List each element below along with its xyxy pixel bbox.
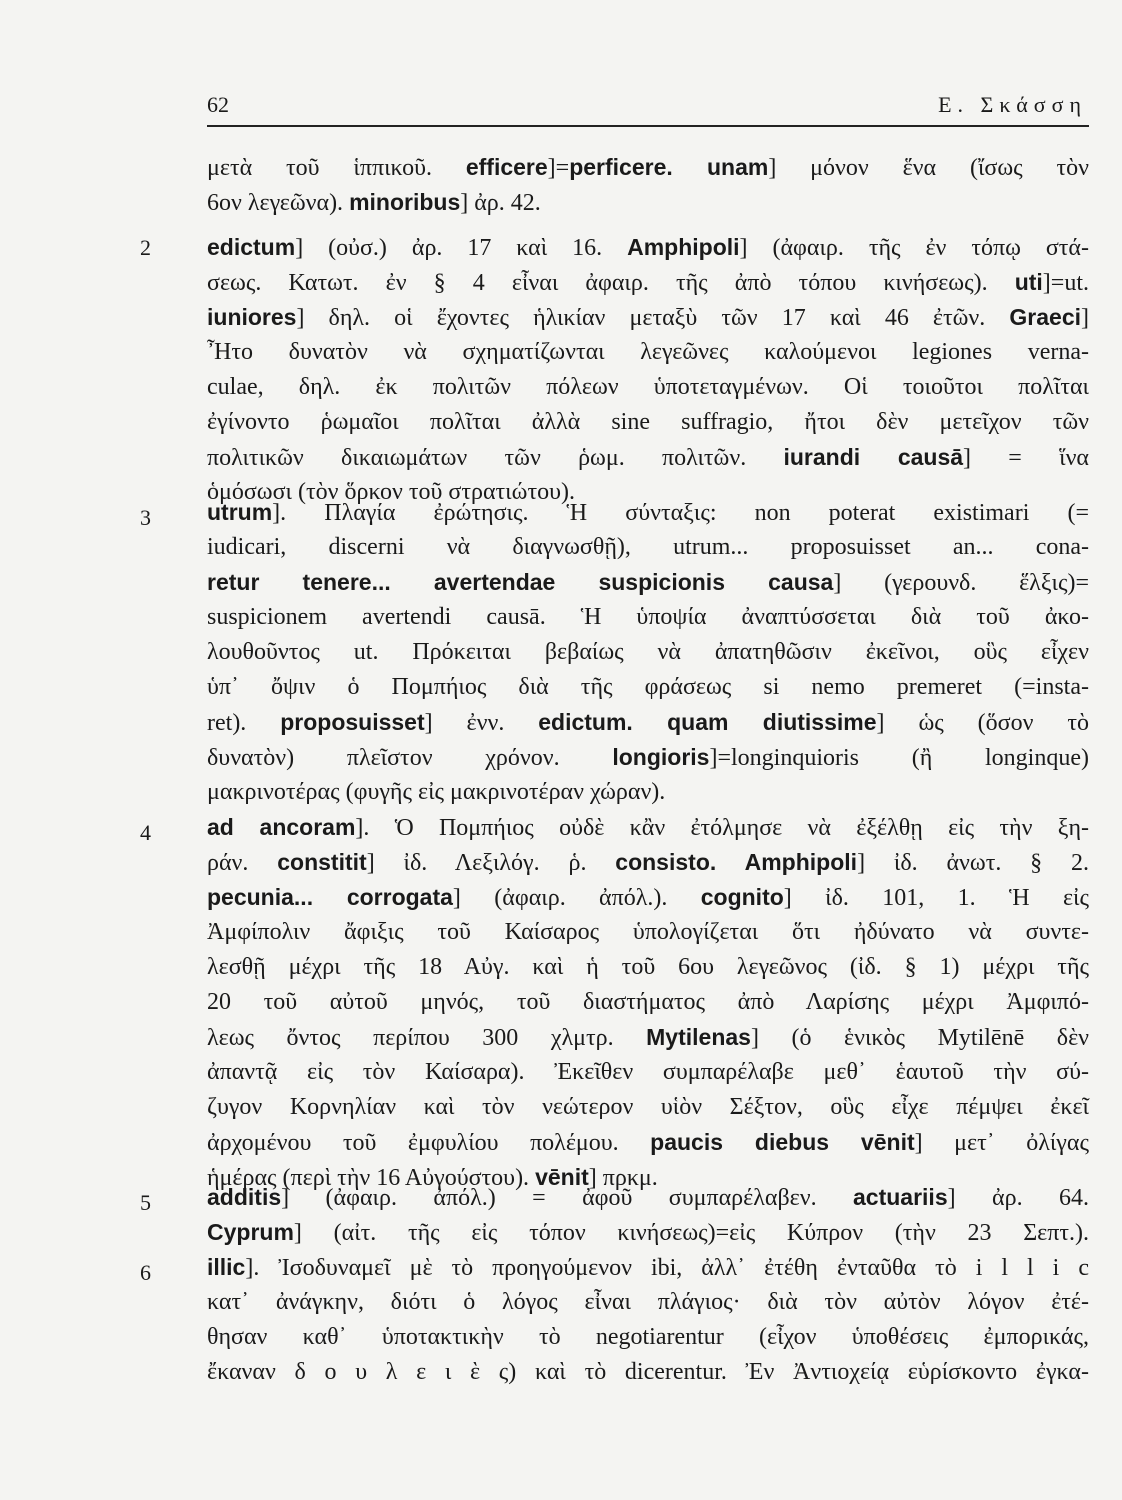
- text-line: μακρινοτέρας (φυγῆς εἰς μακρινοτέραν χώραν).: [207, 779, 666, 805]
- text-line: ἡμέρας (περὶ τὴν 16 Αὐγούστου). vēnit] πρκμ.: [207, 1164, 658, 1191]
- section-marker: 4: [140, 820, 151, 845]
- text-line: κατ᾽ ἀνάγκην, διότι ὁ λόγος εἶναι πλάγιος· διὰ τὸν αὐτὸν λόγον ἐτέ-: [207, 1289, 1089, 1315]
- section-marker: 3: [140, 505, 151, 530]
- text-line: utrum]. Πλαγία ἐρώτησις. Ἡ σύνταξις: non poterat existimari (=: [207, 499, 1089, 526]
- text-line: ὑπ᾽ ὄψιν ὁ Πομπήιος διὰ τῆς φράσεως si nemo premeret (=insta-: [207, 674, 1089, 700]
- section-marker: 5: [140, 1190, 151, 1215]
- text-line: iuniores] δηλ. οἱ ἔχοντες ἡλικίαν μεταξὺ τῶν 17 καὶ 46 ἐτῶν. Graeci]: [207, 304, 1089, 331]
- header-rule: [207, 125, 1089, 127]
- page-number: 62: [207, 92, 229, 117]
- text-line: σεως. Κατωτ. ἐν § 4 εἶναι ἀφαιρ. τῆς ἀπὸ τόπου κινήσεως). uti]=ut.: [207, 269, 1089, 296]
- text-line: Ἦτο δυνατὸν νὰ σχηματίζωνται λεγεῶνες καλούμενοι legiones verna-: [207, 339, 1089, 365]
- text-line: πολιτικῶν δικαιωμάτων τῶν ῥωμ. πολιτῶν. iurandi causā] = ἵνα: [207, 444, 1089, 471]
- text-line: suspicionem avertendi causā. Ἡ ὑποψία ἀναπτύσσεται διὰ τοῦ ἀκο-: [207, 604, 1089, 630]
- section-marker: 2: [140, 235, 151, 260]
- text-line: ἀρχομένου τοῦ ἐμφυλίου πολέμου. paucis diebus vēnit] μετ᾽ ὀλίγας: [207, 1129, 1089, 1156]
- text-line: iudicari, discerni νὰ διαγνωσθῇ), utrum... proposuisset an... cona-: [207, 534, 1089, 560]
- text-line: ἔκαναν δ ο υ λ ε ι ὲ ς) καὶ τὸ dicerentur. Ἐν Ἀντιοχείᾳ εὑρίσκοντο ἐγκα-: [207, 1359, 1089, 1385]
- text-line: ἐγίνοντο ῥωμαῖοι πολῖται ἀλλὰ sine suffragio, ἤτοι δὲν μετεῖχον τῶν: [207, 409, 1089, 435]
- text-line: ὁμόσωσι (τὸν ὅρκον τοῦ στρατιώτου).: [207, 479, 575, 505]
- text-line: edictum] (οὐσ.) ἀρ. 17 καὶ 16. Amphipoli] (ἀφαιρ. τῆς ἐν τόπῳ στά-: [207, 234, 1089, 261]
- section-marker: 6: [140, 1260, 151, 1285]
- text-line: λεως ὄντος περίπου 300 χλμτρ. Mytilenas] (ὁ ἑνικὸς Mytilēnē δὲν: [207, 1024, 1089, 1051]
- text-line: additis] (ἀφαιρ. ἀπόλ.) = ἀφοῦ συμπαρέλαβεν. actuariis] ἀρ. 64.: [207, 1184, 1089, 1211]
- running-head: Ε. Σκάσση: [938, 92, 1087, 117]
- page-header: [207, 92, 1087, 122]
- text-line: ad ancoram]. Ὁ Πομπήιος οὐδὲ κἂν ἐτόλμησε νὰ ἐξέλθῃ εἰς τὴν ξη-: [207, 814, 1089, 841]
- text-line: δυνατὸν) πλεῖστον χρόνον. longioris]=longinquioris (ἢ longinque): [207, 744, 1089, 771]
- text-line: Cyprum] (αἰτ. τῆς εἰς τόπον κινήσεως)=εἰς Κύπρον (τὴν 23 Σεπτ.).: [207, 1219, 1089, 1246]
- text-line: θησαν καθ᾽ ὑποτακτικὴν τὸ negotiarentur (εἶχον ὑποθέσεις ἐμπορικάς,: [207, 1324, 1089, 1350]
- text-line: retur tenere... avertendae suspicionis causa] (γερουνδ. ἕλξις)=: [207, 569, 1090, 596]
- text-line: λεσθῇ μέχρι τῆς 18 Αὐγ. καὶ ἡ τοῦ 6ου λεγεῶνος (ἰδ. § 1) μέχρι τῆς: [207, 954, 1089, 980]
- text-line: λουθοῦντος ut. Πρόκειται βεβαίως νὰ ἀπατηθῶσιν ἐκεῖνοι, οὓς εἶχεν: [207, 639, 1089, 665]
- text-line: ζυγον Κορνηλίαν καὶ τὸν νεώτερον υἱὸν Σέξτον, οὓς εἶχε πέμψει ἐκεῖ: [207, 1094, 1089, 1120]
- text-line: 20 τοῦ αὐτοῦ μηνός, τοῦ διαστήματος ἀπὸ Λαρίσης μέχρι Ἀμφιπό-: [207, 989, 1089, 1015]
- text-line: ret). proposuisset] ἐνν. edictum. quam diutissime] ὡς (ὅσον τὸ: [207, 709, 1089, 736]
- text-line: 6ον λεγεῶνα). minoribus] ἀρ. 42.: [207, 189, 541, 216]
- text-line: ράν. constitit] ἰδ. Λεξιλόγ. ῥ. consisto. Amphipoli] ἰδ. ἀνωτ. § 2.: [207, 849, 1089, 876]
- text-line: ἀπαντᾷ εἰς τὸν Καίσαρα). Ἐκεῖθεν συμπαρέλαβε μεθ᾽ ἑαυτοῦ τὴν σύ-: [207, 1059, 1089, 1085]
- text-line: culae, δηλ. ἐκ πολιτῶν πόλεων ὑποτεταγμένων. Οἱ τοιοῦτοι πολῖται: [207, 374, 1089, 400]
- text-line: Ἀμφίπολιν ἄφιξις τοῦ Καίσαρος ὑπολογίζεται ὅτι ἠδύνατο νὰ συντε-: [207, 919, 1089, 945]
- text-line: μετὰ τοῦ ἱππικοῦ. efficere]=perficere. unam] μόνον ἕνα (ἴσως τὸν: [207, 154, 1089, 181]
- text-line: illic]. Ἰσοδυναμεῖ μὲ τὸ προηγούμενον ibi, ἀλλ᾽ ἐτέθη ἐνταῦθα τὸ i l l i c: [207, 1254, 1089, 1281]
- text-line: pecunia... corrogata] (ἀφαιρ. ἀπόλ.). cognito] ἰδ. 101, 1. Ἡ εἰς: [207, 884, 1089, 911]
